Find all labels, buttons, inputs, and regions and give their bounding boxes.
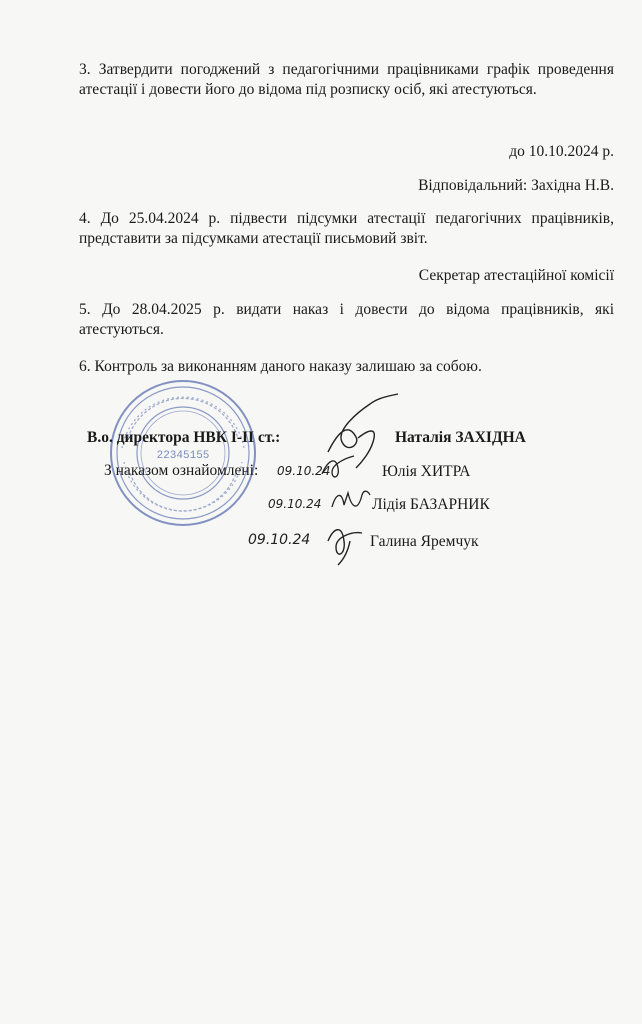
person-2-name: Лідія БАЗАРНИК <box>372 496 490 513</box>
person-1-date: 09.10.24 <box>277 464 331 478</box>
item-3-responsible: Відповідальний: Західна Н.В. <box>418 177 614 194</box>
person-3-date: 09.10.24 <box>248 532 311 548</box>
item-3-deadline: до 10.10.2024 р. <box>509 143 614 160</box>
item-4-text: 4. До 25.04.2024 р. підвести підсумки атестації педагогічних працівників, представити за підсумками атестації письмовий звіт. <box>79 210 614 247</box>
stamp-code: 22345155 <box>156 450 210 462</box>
acquainted-label: З наказом ознайомлені: <box>104 462 259 479</box>
official-stamp <box>108 378 258 528</box>
person-3-name: Галина Яремчук <box>370 533 479 550</box>
item-5-text: 5. До 28.04.2025 р. видати наказ і довести до відома працівників, які атестуються. <box>79 301 614 338</box>
item-3-text: 3. Затвердити погоджений з педагогічними працівниками графік проведення атестації і довести його до відома під розписку осіб, які атестуються. <box>79 61 614 98</box>
person-1-name: Юлія ХИТРА <box>382 463 471 480</box>
person-2-date: 09.10.24 <box>268 497 322 511</box>
item-6-text: 6. Контроль за виконанням даного наказу залишаю за собою. <box>79 358 482 375</box>
person-3-signature <box>322 515 370 567</box>
person-1-signature <box>318 450 358 484</box>
person-2-signature <box>328 485 372 515</box>
director-title: В.о. директора НВК І-ІІ ст.: <box>87 429 281 446</box>
director-name: Наталія ЗАХІДНА <box>395 429 526 446</box>
item-4-responsible: Секретар атестаційної комісії <box>418 267 614 284</box>
